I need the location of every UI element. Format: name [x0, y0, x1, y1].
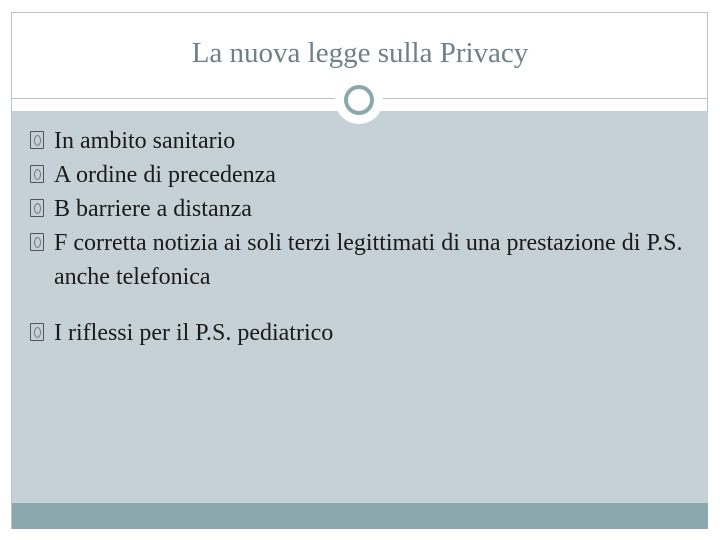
bullet-list	[30, 124, 690, 350]
missing-glyph-bullet-icon	[30, 131, 44, 149]
bullet-item	[30, 316, 690, 350]
bullet-text: A ordine di precedenza	[54, 162, 276, 188]
bullet-item	[30, 158, 690, 192]
slide-title: La nuova legge sulla Privacy	[191, 37, 529, 69]
bullet-text: I riflessi per il P.S. pediatrico	[54, 320, 334, 346]
bullet-item	[30, 226, 690, 294]
bottom-accent-bar	[12, 503, 708, 529]
bullet-item	[30, 192, 690, 226]
missing-glyph-bullet-icon	[30, 233, 44, 251]
bullet-text: B barriere a distanza	[54, 196, 252, 222]
bullet-text: In ambito sanitario	[54, 128, 236, 154]
bullet-text: F corretta notizia ai soli terzi legittimati di una prestazione di P.S. anche telefonica	[54, 230, 683, 290]
divider-ornament	[335, 76, 383, 124]
missing-glyph-bullet-icon	[30, 199, 44, 217]
bullet-item	[30, 124, 690, 158]
circle-ring-icon	[344, 85, 374, 115]
missing-glyph-bullet-icon	[30, 165, 44, 183]
missing-glyph-bullet-icon	[30, 323, 44, 341]
